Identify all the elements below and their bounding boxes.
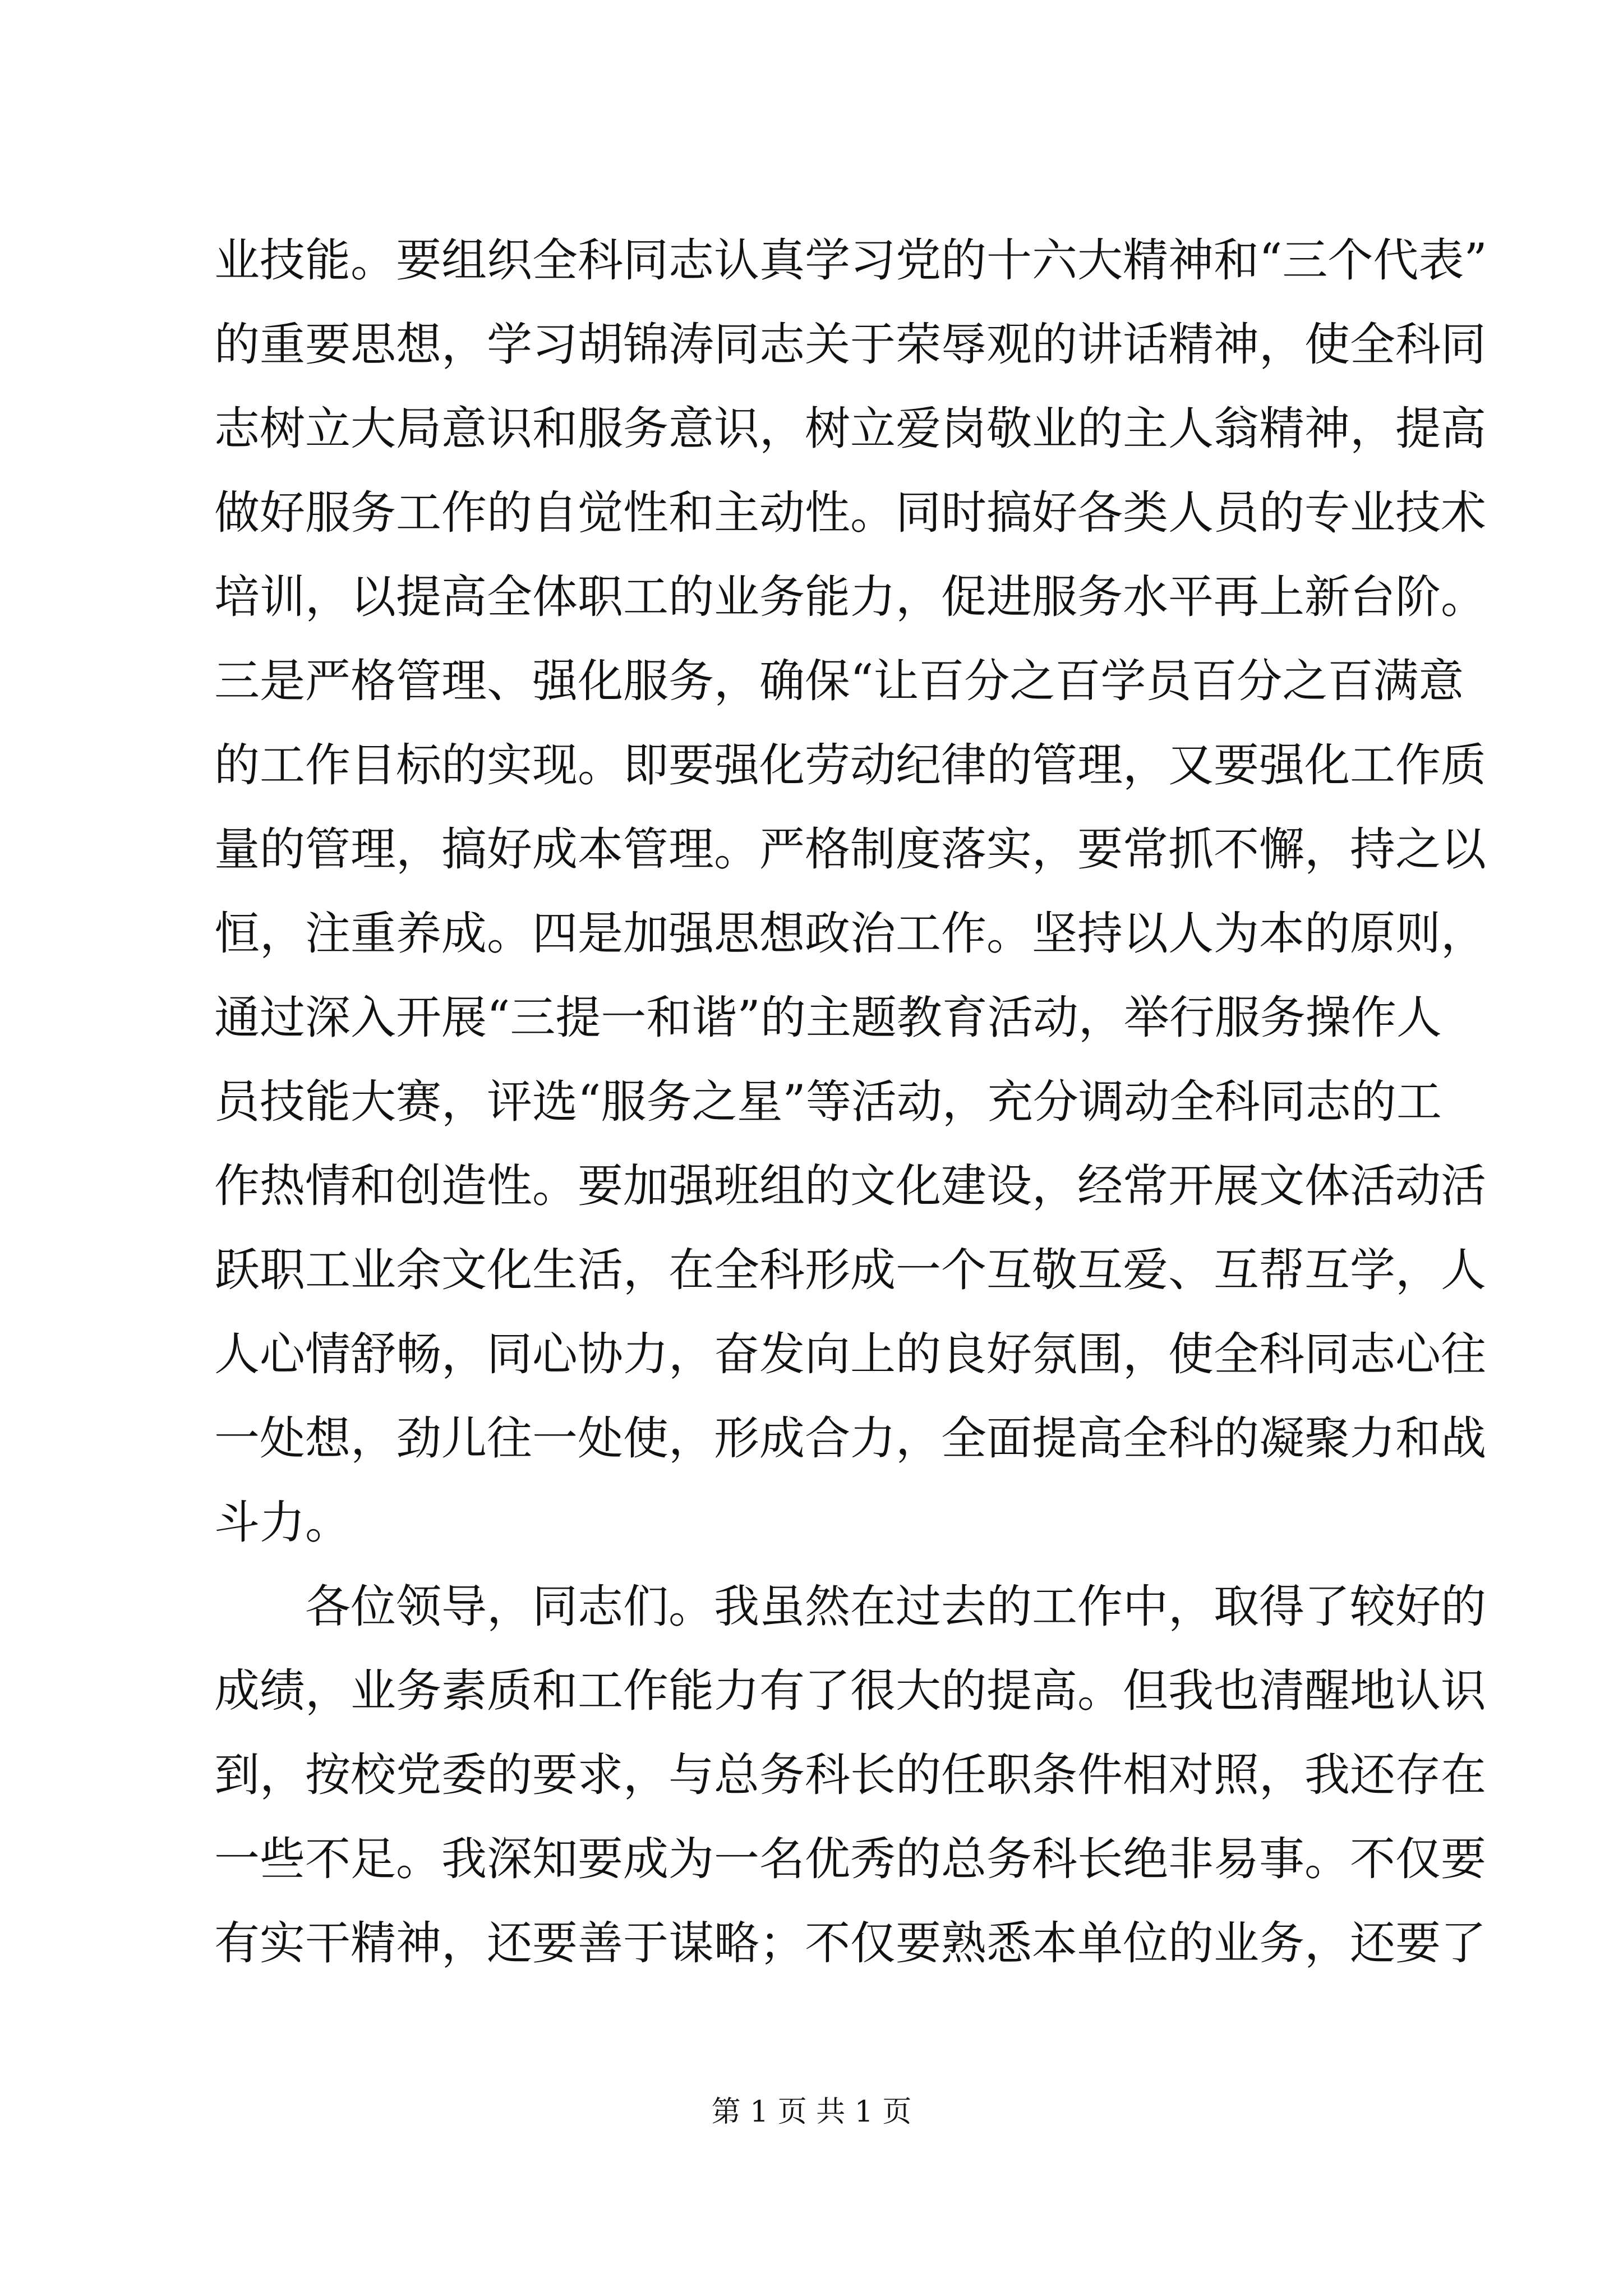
text-line: 业技能。要组织全科同志认真学习党的十六大精神和“三个代表”	[214, 234, 1487, 287]
text-line: 量的管理，搞好成本管理。严格制度落实，要常抓不懈，持之以	[214, 823, 1487, 876]
text-line: 成绩，业务素质和工作能力有了很大的提高。但我也清醒地认识	[214, 1665, 1487, 1718]
text-line: 一些不足。我深知要成为一名优秀的总务科长绝非易事。不仅要	[214, 1833, 1487, 1886]
text-line: 员技能大赛，评选“服务之星”等活动，充分调动全科同志的工	[214, 1076, 1442, 1129]
text-line: 三是严格管理、强化服务，确保“让百分之百学员百分之百满意	[214, 655, 1464, 708]
text-line: 人心情舒畅，同心协力，奋发向上的良好氛围，使全科同志心往	[214, 1328, 1487, 1381]
text-line: 志树立大局意识和服务意识，树立爱岗敬业的主人翁精神，提高	[214, 403, 1487, 455]
page-number: 第 1 页 共 1 页	[711, 2095, 912, 2129]
paragraph-first-line: 各位领导，同志们。我虽然在过去的工作中，取得了较好的	[305, 1581, 1487, 1634]
text-line: 跃职工业余文化生活，在全科形成一个互敬互爱、互帮互学，人	[214, 1244, 1487, 1297]
text-line: 培训，以提高全体职工的业务能力，促进服务水平再上新台阶。	[214, 571, 1487, 624]
text-line: 斗力。	[214, 1497, 351, 1549]
text-line: 有实干精神，还要善于谋略；不仅要熟悉本单位的业务，还要了	[214, 1917, 1487, 1970]
text-line: 到，按校党委的要求，与总务科长的任职条件相对照，我还存在	[214, 1749, 1487, 1802]
body-text	[214, 219, 1487, 1986]
text-line: 的重要思想，学习胡锦涛同志关于荣辱观的讲话精神，使全科同	[214, 319, 1487, 371]
text-line: 的工作目标的实现。即要强化劳动纪律的管理，又要强化工作质	[214, 739, 1487, 792]
page-footer	[0, 2092, 1623, 2132]
text-line: 做好服务工作的自觉性和主动性。同时搞好各类人员的专业技术	[214, 487, 1487, 540]
text-line: 作热情和创造性。要加强班组的文化建设，经常开展文体活动活	[214, 1160, 1487, 1213]
text-line: 通过深入开展“三提一和谐”的主题教育活动，举行服务操作人	[214, 992, 1442, 1045]
text-line: 一处想，劲儿往一处使，形成合力，全面提高全科的凝聚力和战	[214, 1412, 1487, 1465]
text-line: 恒，注重养成。四是加强思想政治工作。坚持以人为本的原则，	[214, 908, 1487, 960]
